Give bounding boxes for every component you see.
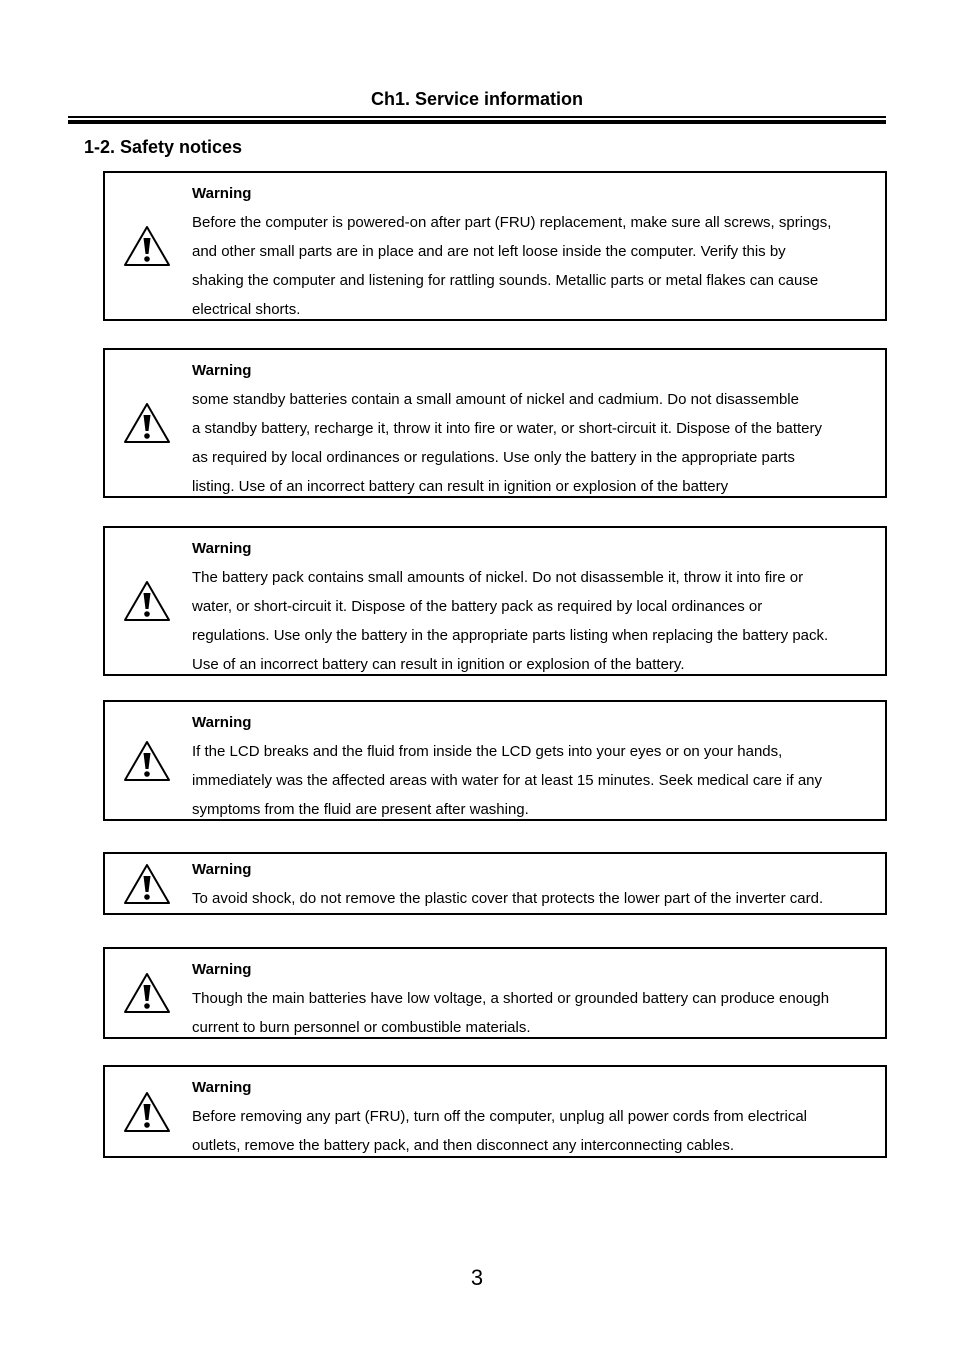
- warning-title: Warning: [192, 362, 252, 379]
- warning-triangle-icon: [122, 224, 172, 268]
- warning-triangle-icon: [122, 739, 172, 783]
- warning-line: shaking the computer and listening for rattling sounds. Metallic parts or metal flakes can cause: [192, 272, 819, 289]
- warning-line: If the LCD breaks and the fluid from inside the LCD gets into your eyes or on your hands,: [192, 743, 783, 760]
- warning-line: To avoid shock, do not remove the plastic cover that protects the lower part of the inverter card.: [192, 890, 824, 907]
- warning-text: [192, 1073, 882, 1160]
- warning-line: immediately was the affected areas with water for at least 15 minutes. Seek medical care if any: [192, 772, 823, 789]
- warning-title: Warning: [192, 961, 252, 978]
- warning-title: Warning: [192, 861, 252, 878]
- warning-line: outlets, remove the battery pack, and then disconnect any interconnecting cables.: [192, 1137, 734, 1154]
- warning-title: Warning: [192, 714, 252, 731]
- warning-line: and other small parts are in place and are not left loose inside the computer. Verify this by: [192, 243, 786, 260]
- warning-triangle-icon: [122, 1090, 172, 1134]
- warning-triangle-icon: [122, 862, 172, 906]
- warning-text: [192, 855, 882, 913]
- warning-title: Warning: [192, 540, 252, 557]
- warning-text: [192, 356, 882, 501]
- warning-line: as required by local ordinances or regulations. Use only the battery in the appropriate parts: [192, 449, 795, 466]
- warning-text: [192, 708, 882, 824]
- warning-line: The battery pack contains small amounts of nickel. Do not disassemble it, throw it into fire or: [192, 569, 804, 586]
- warning-line: Before the computer is powered-on after part (FRU) replacement, make sure all screws, springs,: [192, 214, 832, 231]
- warning-box: [103, 526, 887, 676]
- warning-box: [103, 348, 887, 498]
- warning-box: [103, 171, 887, 321]
- warning-line: regulations. Use only the battery in the appropriate parts listing when replacing the battery pack.: [192, 627, 829, 644]
- header-divider-thin: [68, 116, 886, 118]
- warning-box: [103, 947, 887, 1039]
- warning-box: [103, 1065, 887, 1158]
- warning-line: current to burn personnel or combustible materials.: [192, 1019, 531, 1036]
- warning-text: [192, 179, 882, 324]
- warning-line: electrical shorts.: [192, 301, 301, 318]
- warning-triangle-icon: [122, 401, 172, 445]
- warning-line: Though the main batteries have low voltage, a shorted or grounded battery can produce enough: [192, 990, 830, 1007]
- warning-line: Use of an incorrect battery can result in ignition or explosion of the battery.: [192, 656, 685, 673]
- warning-line: symptoms from the fluid are present after washing.: [192, 801, 529, 818]
- section-title: 1-2. Safety notices: [84, 137, 243, 157]
- warning-title: Warning: [192, 185, 252, 202]
- warning-text: [192, 955, 882, 1042]
- warning-box: [103, 852, 887, 915]
- warning-line: a standby battery, recharge it, throw it into fire or water, or short-circuit it. Dispose of the battery: [192, 420, 822, 437]
- header-divider-thick: [68, 120, 886, 124]
- warning-line: some standby batteries contain a small amount of nickel and cadmium. Do not disassemble: [192, 391, 799, 408]
- warning-triangle-icon: [122, 971, 172, 1015]
- page-number: 3: [470, 1265, 484, 1290]
- chapter-header: Ch1. Service information: [370, 89, 584, 109]
- warning-text: [192, 534, 882, 679]
- warning-line: water, or short-circuit it. Dispose of the battery pack as required by local ordinances or: [192, 598, 763, 615]
- warning-line: Before removing any part (FRU), turn off the computer, unplug all power cords from electrical: [192, 1108, 807, 1125]
- warning-triangle-icon: [122, 579, 172, 623]
- warning-title: Warning: [192, 1079, 252, 1096]
- warning-line: listing. Use of an incorrect battery can result in ignition or explosion of the battery: [192, 478, 729, 495]
- warning-box: [103, 700, 887, 821]
